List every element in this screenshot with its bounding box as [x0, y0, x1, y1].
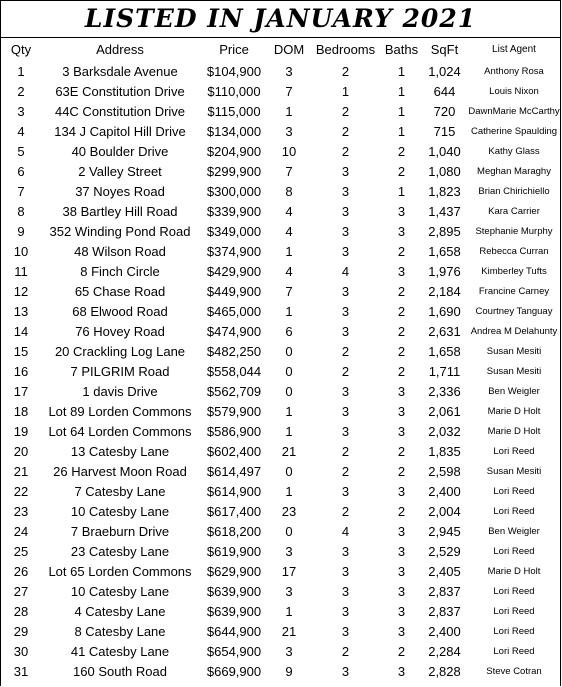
cell-price: $562,709 — [206, 384, 262, 399]
cell-dom: 4 — [285, 224, 293, 239]
cell-baths: 2 — [397, 644, 406, 659]
cell-sqft: 715 — [433, 124, 456, 139]
cell-bedrooms: 2 — [341, 344, 350, 359]
cell-address: 13 Catesby Lane — [70, 444, 170, 459]
cell-sqft: 1,711 — [428, 364, 461, 379]
cell-sqft: 1,437 — [428, 204, 461, 219]
cell-sqft: 2,828 — [428, 664, 461, 679]
cell-price: $349,000 — [206, 224, 262, 239]
cell-qty: 12 — [13, 284, 29, 299]
cell-price: $614,497 — [206, 464, 262, 479]
cell-qty: 17 — [13, 384, 29, 399]
table-row — [1, 622, 560, 642]
cell-baths: 2 — [397, 364, 406, 379]
cell-address: 8 Finch Circle — [80, 264, 160, 279]
cell-qty: 30 — [13, 644, 29, 659]
cell-sqft: 2,837 — [428, 584, 461, 599]
cell-bedrooms: 3 — [341, 484, 350, 499]
cell-address: 134 J Capitol Hill Drive — [54, 124, 186, 139]
cell-bedrooms: 2 — [341, 444, 350, 459]
cell-dom: 3 — [285, 644, 293, 659]
cell-address: 7 Braeburn Drive — [70, 524, 170, 539]
cell-address: 20 Crackling Log Lane — [54, 344, 186, 359]
cell-baths: 3 — [397, 404, 406, 419]
cell-baths: 1 — [397, 64, 406, 79]
cell-list-agent: Kimberley Tufts — [481, 266, 547, 277]
cell-baths: 3 — [397, 604, 406, 619]
cell-price: $299,900 — [206, 164, 262, 179]
cell-price: $579,900 — [206, 404, 262, 419]
header-bedrooms: Bedrooms — [315, 42, 376, 57]
table-row — [1, 82, 560, 102]
cell-list-agent: Steve Cotran — [486, 666, 542, 677]
cell-baths: 3 — [397, 564, 406, 579]
cell-price: $602,400 — [206, 444, 262, 459]
cell-dom: 1 — [285, 424, 293, 439]
cell-price: $614,900 — [206, 484, 262, 499]
table-row — [1, 562, 560, 582]
cell-list-agent: Lori Reed — [493, 506, 535, 517]
table-row — [1, 302, 560, 322]
cell-sqft: 2,400 — [428, 484, 461, 499]
cell-bedrooms: 2 — [341, 464, 350, 479]
cell-dom: 7 — [285, 164, 293, 179]
cell-list-agent: Lori Reed — [493, 486, 535, 497]
cell-bedrooms: 2 — [341, 64, 350, 79]
cell-qty: 15 — [13, 344, 29, 359]
cell-price: $474,900 — [206, 324, 262, 339]
cell-list-agent: Andrea M Delahunty — [470, 326, 558, 337]
cell-baths: 1 — [397, 184, 406, 199]
cell-qty: 1 — [17, 64, 25, 79]
cell-qty: 21 — [13, 464, 29, 479]
cell-dom: 3 — [285, 584, 293, 599]
cell-bedrooms: 3 — [341, 384, 350, 399]
cell-price: $629,900 — [206, 564, 262, 579]
cell-address: 7 PILGRIM Road — [70, 364, 170, 379]
cell-bedrooms: 2 — [341, 124, 350, 139]
cell-qty: 22 — [13, 484, 29, 499]
cell-baths: 2 — [397, 164, 406, 179]
cell-list-agent: Courtney Tanguay — [475, 306, 553, 317]
table-row — [1, 262, 560, 282]
cell-qty: 24 — [13, 524, 29, 539]
cell-bedrooms: 3 — [341, 404, 350, 419]
cell-baths: 2 — [397, 144, 406, 159]
page-title: LISTED IN JANUARY 2021 — [1, 1, 560, 38]
cell-sqft: 2,400 — [428, 624, 461, 639]
cell-list-agent: Susan Mesiti — [486, 346, 542, 357]
table-row — [1, 462, 560, 482]
cell-list-agent: Rebecca Curran — [479, 246, 549, 257]
cell-sqft: 1,080 — [428, 164, 461, 179]
cell-qty: 13 — [13, 304, 29, 319]
cell-bedrooms: 2 — [341, 504, 350, 519]
cell-bedrooms: 3 — [341, 424, 350, 439]
header-sqft: SqFt — [430, 42, 459, 57]
cell-address: 8 Catesby Lane — [74, 624, 166, 639]
cell-baths: 3 — [397, 624, 406, 639]
cell-sqft: 2,336 — [428, 384, 461, 399]
cell-qty: 20 — [13, 444, 29, 459]
cell-list-agent: Lori Reed — [493, 446, 535, 457]
cell-address: Lot 64 Lorden Commons — [48, 424, 192, 439]
cell-baths: 3 — [397, 584, 406, 599]
cell-price: $339,900 — [206, 204, 262, 219]
cell-baths: 2 — [397, 324, 406, 339]
cell-sqft: 2,631 — [428, 324, 461, 339]
cell-dom: 17 — [281, 564, 297, 579]
cell-dom: 9 — [285, 664, 293, 679]
cell-price: $586,900 — [206, 424, 262, 439]
header-address: Address — [96, 42, 144, 57]
cell-baths: 2 — [397, 444, 406, 459]
cell-bedrooms: 3 — [341, 184, 350, 199]
cell-list-agent: Brian Chirichiello — [478, 186, 550, 197]
cell-address: 38 Bartley Hill Road — [62, 204, 178, 219]
cell-dom: 1 — [285, 244, 293, 259]
cell-bedrooms: 4 — [341, 264, 350, 279]
cell-address: 7 Catesby Lane — [74, 484, 166, 499]
cell-list-agent: Ben Weigler — [488, 386, 540, 397]
cell-price: $449,900 — [206, 284, 262, 299]
cell-dom: 4 — [285, 264, 293, 279]
cell-bedrooms: 2 — [341, 364, 350, 379]
cell-list-agent: Susan Mesiti — [486, 366, 542, 377]
cell-sqft: 2,004 — [428, 504, 461, 519]
cell-qty: 10 — [13, 244, 29, 259]
cell-sqft: 2,895 — [428, 224, 461, 239]
cell-baths: 3 — [397, 424, 406, 439]
cell-dom: 23 — [281, 504, 297, 519]
cell-address: 2 Valley Street — [78, 164, 162, 179]
cell-price: $619,900 — [206, 544, 262, 559]
cell-list-agent: Lori Reed — [493, 606, 535, 617]
cell-sqft: 1,823 — [428, 184, 461, 199]
cell-qty: 25 — [13, 544, 29, 559]
cell-bedrooms: 3 — [341, 304, 350, 319]
header-list-agent: List Agent — [492, 44, 536, 55]
table-row — [1, 362, 560, 382]
cell-address: 37 Noyes Road — [75, 184, 165, 199]
cell-list-agent: Lori Reed — [493, 646, 535, 657]
cell-price: $482,250 — [206, 344, 262, 359]
cell-baths: 3 — [397, 264, 406, 279]
cell-bedrooms: 4 — [341, 524, 350, 539]
cell-bedrooms: 3 — [341, 224, 350, 239]
cell-qty: 8 — [17, 204, 25, 219]
cell-sqft: 2,945 — [428, 524, 461, 539]
cell-list-agent: Ben Weigler — [488, 526, 540, 537]
cell-price: $639,900 — [206, 604, 262, 619]
cell-baths: 2 — [397, 344, 406, 359]
cell-address: 40 Boulder Drive — [71, 144, 169, 159]
table-row — [1, 442, 560, 462]
cell-dom: 1 — [285, 604, 293, 619]
table-row — [1, 422, 560, 442]
cell-baths: 1 — [397, 124, 406, 139]
cell-address: 10 Catesby Lane — [70, 504, 170, 519]
cell-bedrooms: 3 — [341, 164, 350, 179]
cell-bedrooms: 3 — [341, 564, 350, 579]
cell-bedrooms: 3 — [341, 604, 350, 619]
table-row — [1, 182, 560, 202]
cell-sqft: 2,184 — [428, 284, 461, 299]
cell-address: Lot 65 Lorden Commons — [48, 564, 192, 579]
table-row — [1, 522, 560, 542]
cell-sqft: 1,976 — [428, 264, 461, 279]
cell-address: 23 Catesby Lane — [70, 544, 170, 559]
cell-bedrooms: 3 — [341, 204, 350, 219]
cell-dom: 0 — [285, 384, 293, 399]
table-row — [1, 122, 560, 142]
cell-qty: 3 — [17, 104, 25, 119]
cell-dom: 8 — [285, 184, 293, 199]
cell-baths: 3 — [397, 384, 406, 399]
cell-sqft: 2,032 — [428, 424, 461, 439]
table-row — [1, 242, 560, 262]
cell-bedrooms: 3 — [341, 544, 350, 559]
table-row — [1, 62, 560, 82]
cell-dom: 1 — [285, 484, 293, 499]
cell-sqft: 720 — [433, 104, 456, 119]
cell-list-agent: Kara Carrier — [488, 206, 540, 217]
cell-dom: 1 — [285, 104, 293, 119]
cell-bedrooms: 2 — [341, 644, 350, 659]
cell-price: $115,000 — [207, 104, 261, 119]
table-row — [1, 222, 560, 242]
cell-price: $639,900 — [206, 584, 262, 599]
cell-dom: 3 — [285, 544, 293, 559]
cell-qty: 2 — [17, 84, 25, 99]
cell-sqft: 2,529 — [428, 544, 461, 559]
cell-list-agent: Marie D Holt — [487, 426, 541, 437]
cell-price: $558,044 — [206, 364, 262, 379]
cell-sqft: 2,598 — [428, 464, 461, 479]
cell-list-agent: Susan Mesiti — [486, 466, 542, 477]
table-row — [1, 322, 560, 342]
cell-baths: 2 — [397, 464, 406, 479]
cell-qty: 23 — [13, 504, 29, 519]
cell-sqft: 1,658 — [428, 244, 461, 259]
cell-qty: 16 — [13, 364, 29, 379]
table-row — [1, 602, 560, 622]
cell-qty: 5 — [17, 144, 25, 159]
cell-sqft: 2,405 — [428, 564, 461, 579]
cell-dom: 6 — [285, 324, 293, 339]
cell-list-agent: Francine Carney — [478, 286, 550, 297]
table-row — [1, 502, 560, 522]
cell-baths: 2 — [397, 244, 406, 259]
listings-table — [1, 38, 560, 682]
cell-address: 4 Catesby Lane — [74, 604, 166, 619]
cell-qty: 27 — [13, 584, 29, 599]
cell-price: $374,900 — [206, 244, 262, 259]
cell-address: 10 Catesby Lane — [70, 584, 170, 599]
cell-qty: 9 — [17, 224, 25, 239]
cell-qty: 11 — [14, 264, 28, 279]
table-row — [1, 642, 560, 662]
cell-dom: 7 — [285, 284, 293, 299]
cell-qty: 18 — [13, 404, 29, 419]
table-row — [1, 162, 560, 182]
cell-address: 65 Chase Road — [74, 284, 166, 299]
cell-baths: 3 — [397, 544, 406, 559]
cell-qty: 28 — [13, 604, 29, 619]
cell-sqft: 1,040 — [428, 144, 461, 159]
cell-dom: 0 — [285, 364, 293, 379]
cell-list-agent: Anthony Rosa — [484, 66, 544, 77]
cell-price: $300,000 — [206, 184, 262, 199]
cell-address: 26 Harvest Moon Road — [53, 464, 187, 479]
cell-bedrooms: 3 — [341, 244, 350, 259]
cell-address: 63E Constitution Drive — [55, 84, 185, 99]
cell-price: $654,900 — [206, 644, 262, 659]
cell-list-agent: Lori Reed — [493, 546, 535, 557]
cell-dom: 3 — [285, 64, 293, 79]
cell-address: 68 Elwood Road — [72, 304, 168, 319]
cell-price: $429,900 — [206, 264, 262, 279]
cell-address: 48 Wilson Road — [74, 244, 166, 259]
cell-price: $669,900 — [206, 664, 262, 679]
cell-list-agent: Lori Reed — [493, 586, 535, 597]
cell-sqft: 644 — [433, 84, 456, 99]
cell-list-agent: DawnMarie McCarthy — [468, 106, 560, 117]
header-qty: Qty — [10, 42, 32, 57]
cell-list-agent: Louis Nixon — [489, 86, 539, 97]
listings-body — [1, 62, 560, 682]
cell-dom: 0 — [285, 464, 293, 479]
table-row — [1, 342, 560, 362]
cell-sqft: 1,835 — [428, 444, 461, 459]
header-dom: DOM — [273, 42, 305, 57]
cell-dom: 4 — [285, 204, 293, 219]
cell-address: 352 Winding Pond Road — [49, 224, 191, 239]
cell-address: 1 davis Drive — [82, 384, 158, 399]
cell-list-agent: Stephanie Murphy — [475, 226, 553, 237]
cell-address: 76 Hovey Road — [75, 324, 165, 339]
cell-dom: 0 — [285, 524, 293, 539]
cell-bedrooms: 3 — [341, 324, 350, 339]
header-baths: Baths — [384, 42, 419, 57]
cell-qty: 19 — [13, 424, 29, 439]
cell-bedrooms: 2 — [341, 144, 350, 159]
table-row — [1, 102, 560, 122]
cell-qty: 4 — [17, 124, 25, 139]
cell-bedrooms: 3 — [341, 624, 350, 639]
cell-price: $134,000 — [206, 124, 262, 139]
cell-sqft: 1,658 — [428, 344, 461, 359]
cell-qty: 26 — [13, 564, 29, 579]
cell-bedrooms: 1 — [341, 84, 350, 99]
cell-qty: 14 — [13, 324, 29, 339]
table-row — [1, 202, 560, 222]
table-row — [1, 482, 560, 502]
table-row — [1, 382, 560, 402]
cell-qty: 7 — [17, 184, 25, 199]
cell-sqft: 1,690 — [428, 304, 461, 319]
cell-baths: 3 — [397, 664, 406, 679]
cell-baths: 3 — [397, 524, 406, 539]
cell-baths: 3 — [397, 484, 406, 499]
cell-sqft: 2,284 — [428, 644, 461, 659]
cell-address: Lot 89 Lorden Commons — [48, 404, 192, 419]
cell-bedrooms: 2 — [341, 104, 350, 119]
cell-price: $617,400 — [206, 504, 262, 519]
cell-baths: 1 — [397, 84, 406, 99]
cell-list-agent: Marie D Holt — [487, 566, 541, 577]
cell-bedrooms: 3 — [341, 584, 350, 599]
cell-address: 41 Catesby Lane — [70, 644, 170, 659]
cell-sqft: 2,061 — [428, 404, 461, 419]
table-row — [1, 542, 560, 562]
table-row — [1, 142, 560, 162]
cell-dom: 0 — [285, 344, 293, 359]
cell-baths: 1 — [397, 104, 406, 119]
cell-dom: 1 — [285, 404, 293, 419]
cell-address: 44C Constitution Drive — [54, 104, 186, 119]
cell-bedrooms: 3 — [341, 284, 350, 299]
cell-dom: 21 — [281, 624, 297, 639]
header-price: Price — [219, 42, 249, 57]
cell-address: 3 Barksdale Avenue — [62, 64, 178, 79]
cell-qty: 31 — [13, 664, 29, 679]
cell-baths: 2 — [397, 504, 406, 519]
cell-qty: 29 — [13, 624, 29, 639]
cell-price: $465,000 — [206, 304, 262, 319]
cell-list-agent: Catherine Spaulding — [470, 126, 558, 137]
cell-price: $618,200 — [206, 524, 262, 539]
cell-list-agent: Kathy Glass — [488, 146, 540, 157]
cell-price: $644,900 — [206, 624, 262, 639]
cell-dom: 3 — [285, 124, 293, 139]
table-row — [1, 582, 560, 602]
cell-list-agent: Lori Reed — [493, 626, 535, 637]
table-row — [1, 282, 560, 302]
cell-qty: 6 — [17, 164, 25, 179]
cell-sqft: 1,024 — [428, 64, 461, 79]
table-row — [1, 402, 560, 422]
cell-price: $104,900 — [206, 64, 262, 79]
cell-price: $204,900 — [206, 144, 262, 159]
cell-baths: 2 — [397, 304, 406, 319]
cell-baths: 2 — [397, 284, 406, 299]
cell-price: $110,000 — [207, 84, 261, 99]
cell-list-agent: Meghan Maraghy — [477, 166, 551, 177]
cell-dom: 7 — [285, 84, 293, 99]
cell-baths: 3 — [397, 224, 406, 239]
cell-list-agent: Marie D Holt — [487, 406, 541, 417]
cell-dom: 1 — [285, 304, 293, 319]
cell-bedrooms: 3 — [341, 664, 350, 679]
table-row — [1, 662, 560, 682]
cell-address: 160 South Road — [73, 664, 167, 679]
cell-dom: 21 — [281, 444, 297, 459]
cell-baths: 3 — [397, 204, 406, 219]
header-row — [1, 38, 560, 62]
cell-dom: 10 — [281, 144, 297, 159]
cell-sqft: 2,837 — [428, 604, 461, 619]
